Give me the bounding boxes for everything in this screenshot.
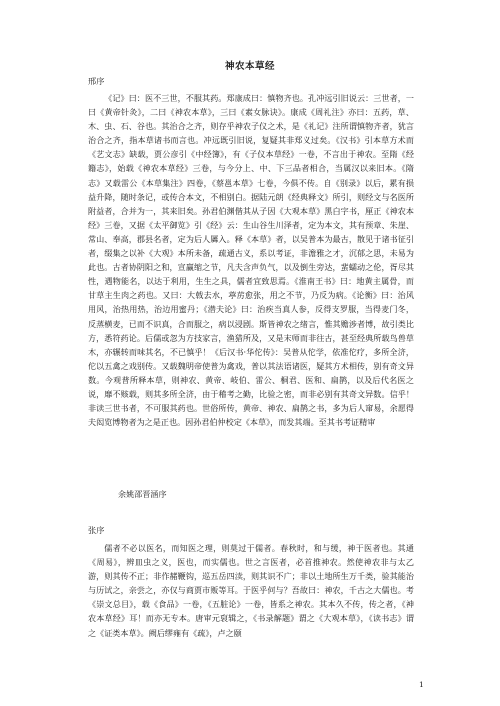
section-body-zhang xyxy=(88,541,414,640)
signature: 余姚邵晋涵序 xyxy=(118,489,167,499)
section-body-xing xyxy=(88,91,414,429)
section-heading-zhang: 张序 xyxy=(88,525,105,535)
document-title: 神农本草经 xyxy=(224,61,275,72)
page-number: 1 xyxy=(419,680,424,689)
section-heading-xing: 邢序 xyxy=(88,76,105,86)
paragraph: 《记》曰：医不三世，不服其药。郑康成曰：慎物齐也。孔冲远引旧说云：三世者，一曰《黄帝针灸》，二曰《神农本草》，三曰《素女脉诀》。康成《周礼注》亦曰：五药，草、木、虫、石、谷也。其治合之齐，则存乎神农子仪之术，是《礼记》注所谓慎物齐者，犹言治合之齐，指本草诸书而言也。冲远既引旧说，复疑其非郑义过矣。《汉书》引本草方术而《艺文志》缺载，贾公彦引《中经簿》，有《子仪本草经》一卷，不言出于神农。至隋《经籍志》，始载《神农本草经》三卷，与今分上、中、下三品者相合，当属汉以来旧本。《隋志》又载雷公《本草集注》四卷，《蔡邕本草》七卷，今俱不传。自《别录》以后，累有损益升降，随时条记，或传合本文，不相别白。据陆元朗《经典释文》所引，则经文与名医所附益者，合并为一，其来旧矣。孙君伯渊偕其从子因《大观本草》黑白字书，厘正《神农本经》三卷，又据《太平御览》引《经》云：生山谷生川泽者，定为本文，其有预章、朱崖、常山、奉高，郡县名者，定为后人羼入。释《本草》者，以吴普本为最古，散见于诸书征引者，缀集之以补《大观》本所未备，疏通古义，系以考证，非澹雅之才，沉郁之思，未易为此也。古者协阴阳之和，宣赢缩之节，凡夫含声负气，以及倒生旁达，蜚蠕动之伦，胥尽其性，遇物能名，以达于利用，生生之具，儒者宜致思焉。《淮南王书》曰：地黄主属骨，而甘草主生肉之药也。又曰：大戟去水，葶苈愈张，用之不节，乃反为病。《论衡》曰：治风用风，治热用热，治边用蜜丹；《潜夫论》曰：治疾当真人参，反得支罗服，当得麦门冬，反蒸横麦，已而不识真，合而服之，病以浸剧。斯皆神农之绪言，惟其赡涉者博，故引类比方，悉符药论。后儒或忽为方技家言，渔猎所及，又是末师而非往古，甚至经典所载鸟兽草木，亦辗转而味其名，不已慎乎！《后汉书·华佗传》：吴普从佗学，依准佗疗，多所全济，佗以五禽之戏别传。又载魏明帝使普为禽戏，普以其法语诸医，疑其方术相传，别有奇文异数。今观普所释本草，则神农、黄帝、岐伯、雷公、桐君、医和、扁鹊，以及后代名医之说，靡不赅载，则其多所全济，由于稽考之勤，比验之密，而非必别有其奇文异数。信乎！非读三世书者，不可服其药也。世俗所传，黄帝、神农、扁鹊之书，多为后人窜易，余愿得夫闳览博物者为之是正也。因孙君伯仲校定《本草》，而发其端。至其书考证精审 xyxy=(88,93,414,428)
paragraph: 儒者不必以医名，而知医之理，则莫过于儒者。春秋时，和与缓，神于医者也。其通《周易》，辨皿虫之义，医也，而实儒也。世之言医者，必首推神农。然使神农非与太乙游，则其传不正；非作赭鞭钩，巡五岳四渎，则其识不广；非以土地所生万千类，验其能治与历试之，亲尝之，亦仅与商贾市贩等耳。于医乎何与？吾故曰：神农，千古之大儒也。考《崇文总目》，载《食品》一卷，《五脏论》一卷，皆系之神农。其本久不传，传之者，《神农本草经》耳！而亦无专本。唐审元裒辑之，《书录解题》谓之《大观本草》，《读书志》谓之《证类本草》。阙后缪雍有《疏》，卢之颐 xyxy=(88,543,414,638)
